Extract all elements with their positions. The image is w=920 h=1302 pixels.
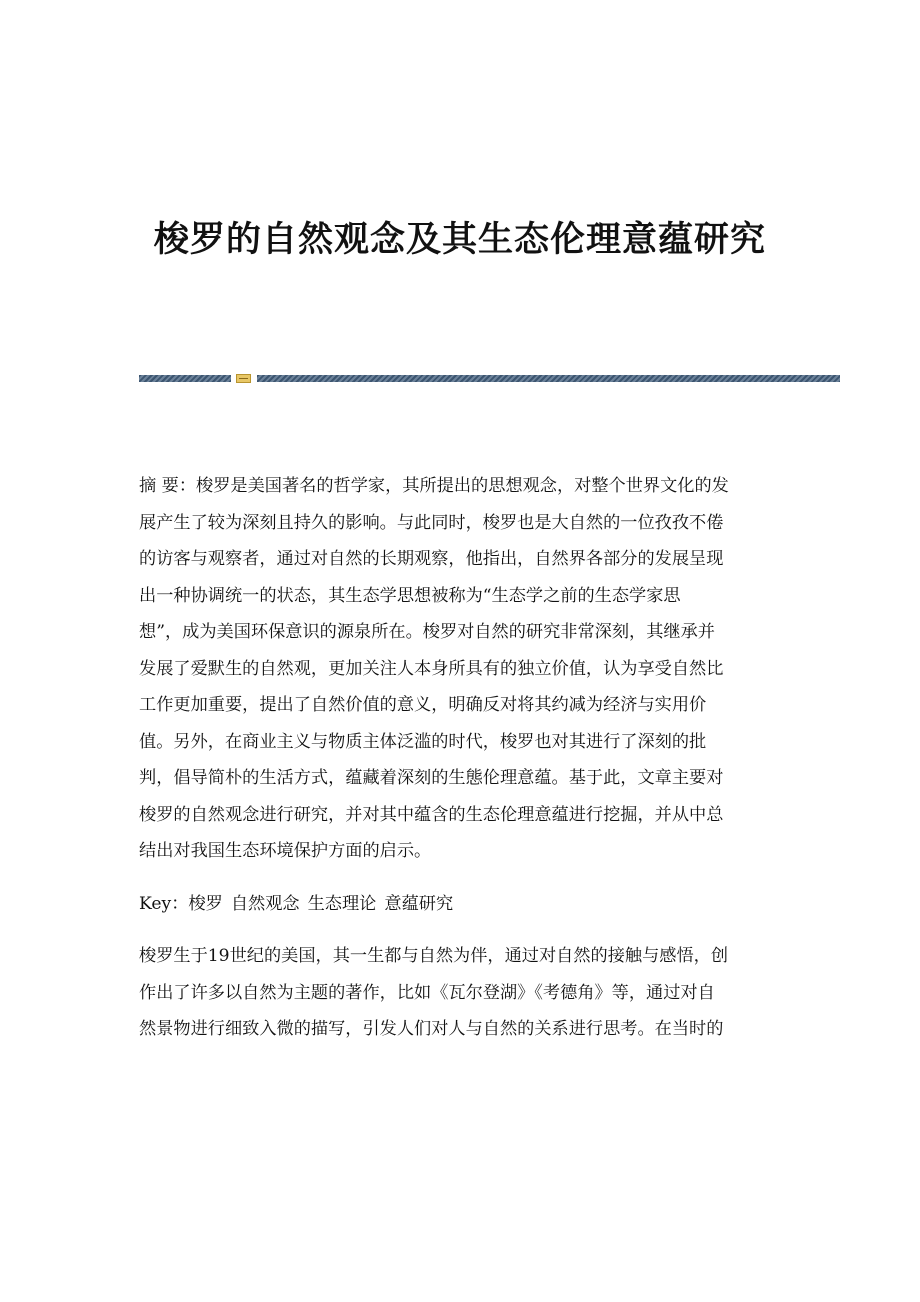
abstract-line: 梭罗的自然观念进行研究，并对其中蕴含的生态伦理意蕴进行挖掘，并从中总 (139, 804, 724, 825)
envelope-ornament-icon (236, 374, 251, 383)
document-title: 梭罗的自然观念及其生态伦理意蕴研究 (153, 219, 766, 260)
abstract-line: 出一种协调统一的状态，其生态学思想被称为“生态学之前的生态学家思 (139, 585, 681, 606)
keyword: 生态理论 (307, 893, 377, 914)
body-line: 然景物进行细致入微的描写，引发人们对人与自然的关系进行思考。在当时的 (139, 1019, 724, 1039)
keyword: 自然观念 (230, 893, 300, 914)
abstract-line: 摘 要：梭罗是美国著名的哲学家，其所提出的思想观念，对整个世界文化的发 (139, 476, 729, 496)
abstract-line: 展产生了较为深刻且持久的影响。与此同时，梭罗也是大自然的一位孜孜不倦 (139, 512, 724, 533)
abstract-line: 想”，成为美国环保意识的源泉所在。梭罗对自然的研究非常深刻，其继承并 (139, 622, 715, 642)
abstract-line: 值。另外，在商业主义与物质主体泛滥的时代，梭罗也对其进行了深刻的批 (139, 731, 707, 752)
divider-bar-right (257, 375, 840, 382)
keyword: 意蕴研究 (384, 893, 454, 914)
abstract-line: 的访客与观察者，通过对自然的长期观察，他指出，自然界各部分的发展呈现 (139, 549, 724, 569)
abstract-line: 工作更加重要，提出了自然价值的意义，明确反对将其约减为经济与实用价 (139, 695, 707, 715)
divider-bar-left (139, 375, 231, 382)
abstract-line: 结出对我国生态环境保护方面的启示。 (139, 841, 432, 861)
keywords-label: Key： (139, 893, 189, 914)
document-body (139, 468, 781, 1048)
abstract-line: 判，倡导简朴的生活方式，蕴藏着深刻的生態伦理意蕴。基于此，文章主要对 (139, 768, 724, 788)
abstract-line: 发展了爱默生的自然观，更加关注人本身所具有的独立价值，认为享受自然比 (139, 658, 724, 679)
abstract (139, 468, 781, 870)
keyword: 梭罗 (188, 893, 223, 914)
body-line: 作出了许多以自然为主题的著作，比如《瓦尔登湖》《考德角》等，通过对自 (139, 982, 715, 1003)
keywords-line (139, 886, 781, 923)
body-paragraph (139, 938, 781, 1048)
title-divider (139, 374, 840, 383)
body-line: 梭罗生于19世纪的美国，其一生都与自然为伴，通过对自然的接触与感悟，创 (139, 946, 729, 966)
